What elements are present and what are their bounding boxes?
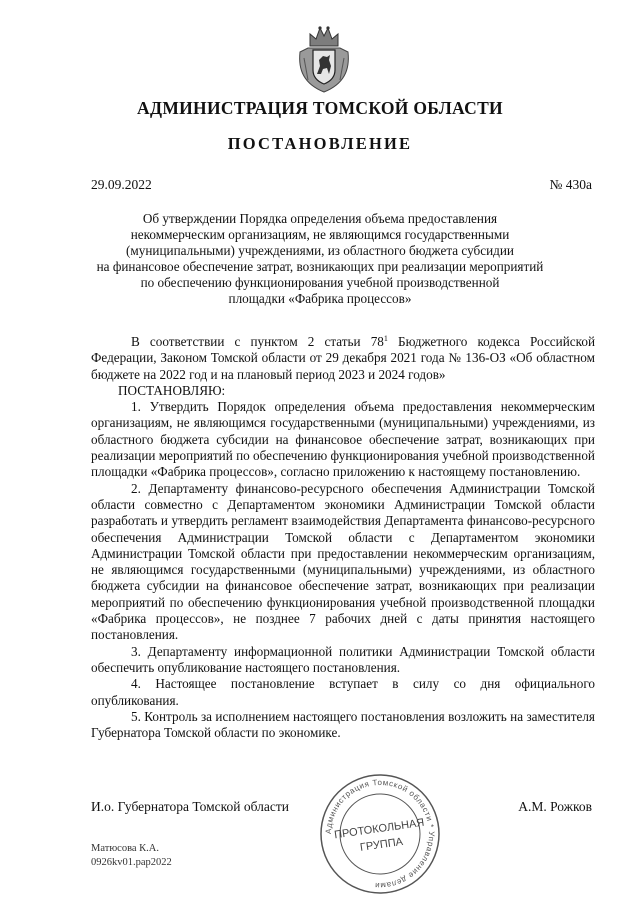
document-subject bbox=[70, 211, 570, 307]
file-reference: 0926kv01.рар2022 bbox=[91, 857, 172, 868]
executor-name: Матюсова К.А. bbox=[91, 843, 160, 854]
signatory-position: И.о. Губернатора Томской области bbox=[91, 799, 289, 814]
decree-item: 1. Утвердить Порядок определения объема предоставления некоммерческим организациям, не являющимся государственными (муниципальными) учреждениями, из областного бюджета субсидии на финансовое обеспечение затрат, возникающих при реализации мероприятий по обеспечению функционирования учебной производственной площадки «Фабрика процессов», согласно приложению к настоящему постановлению. bbox=[91, 399, 595, 480]
preamble-text-a: В соответствии с пунктом 2 статьи 78 bbox=[131, 334, 384, 349]
document-body bbox=[91, 334, 595, 741]
svg-text:ГРУППА: ГРУППА bbox=[359, 835, 404, 854]
article-superscript: 1 bbox=[383, 334, 388, 343]
decree-item: 2. Департаменту финансово-ресурсного обеспечения Администрации Томской области совместно с Департаментом экономики Администрации Томской области разработать и утвердить регламент взаимодействия Департамента финансово-ресурсного обеспечения Администрации Томской области с Департаментом экономики Администрации Томской области при предоставлении некоммерческим организациям, не являющимся государственными (муниципальными) учреждениями, из областного бюджета субсидии на финансовое обеспечение затрат, возникающих при реализации мероприятий по обеспечению функционирования учебной производственной площадки «Фабрика процессов», не позднее 7 рабочих дней с даты принятия настоящего постановления. bbox=[91, 480, 595, 643]
decree-word: ПОСТАНОВЛЯЮ: bbox=[118, 382, 226, 398]
coat-of-arms-icon bbox=[296, 22, 352, 94]
preamble-text-b: Бюджетного кодекса Российской Федерации, Законом Томской области от 29 декабря 2021 года № 136-ОЗ «Об областном бюджете на 2022 год и на плановый период 2023 и 2024 годов» bbox=[91, 334, 596, 382]
document-number: № 430а bbox=[549, 177, 592, 192]
document-type: ПОСТАНОВЛЕНИЕ bbox=[227, 134, 413, 153]
subject-line: (муниципальными) учреждениями, из областного бюджета субсидии bbox=[126, 243, 514, 258]
decree-item: 5. Контроль за исполнением настоящего постановления возложить на заместителя Губернатора Томской области по экономике. bbox=[91, 708, 595, 741]
organization-title: АДМИНИСТРАЦИЯ ТОМСКОЙ ОБЛАСТИ bbox=[137, 98, 503, 118]
document-date: 29.09.2022 bbox=[91, 177, 152, 192]
subject-line: Об утверждении Порядка определения объема предоставления bbox=[142, 211, 498, 226]
subject-line: площадки «Фабрика процессов» bbox=[228, 291, 412, 306]
protocol-group-stamp bbox=[318, 772, 442, 896]
subject-line: на финансовое обеспечение затрат, возникающих при реализации мероприятий bbox=[96, 259, 544, 274]
decree-item: 4. Настоящее постановление вступает в силу со дня официального опубликования. bbox=[91, 676, 595, 708]
subject-line: по обеспечению функционирования учебной производственной bbox=[140, 275, 500, 290]
decree-item: 3. Департаменту информационной политики Администрации Томской области обеспечить опубликование настоящего постановления. bbox=[91, 643, 595, 675]
subject-line: некоммерческим организациям, не являющимся государственными bbox=[130, 227, 510, 242]
signatory-name: А.М. Рожков bbox=[518, 799, 592, 814]
preamble-paragraph bbox=[91, 334, 595, 383]
svg-text:ПРОТОКОЛЬНАЯ: ПРОТОКОЛЬНАЯ bbox=[333, 816, 426, 842]
svg-text:Администрация Томской области: Администрация Томской области * Управление делами bbox=[323, 777, 437, 891]
